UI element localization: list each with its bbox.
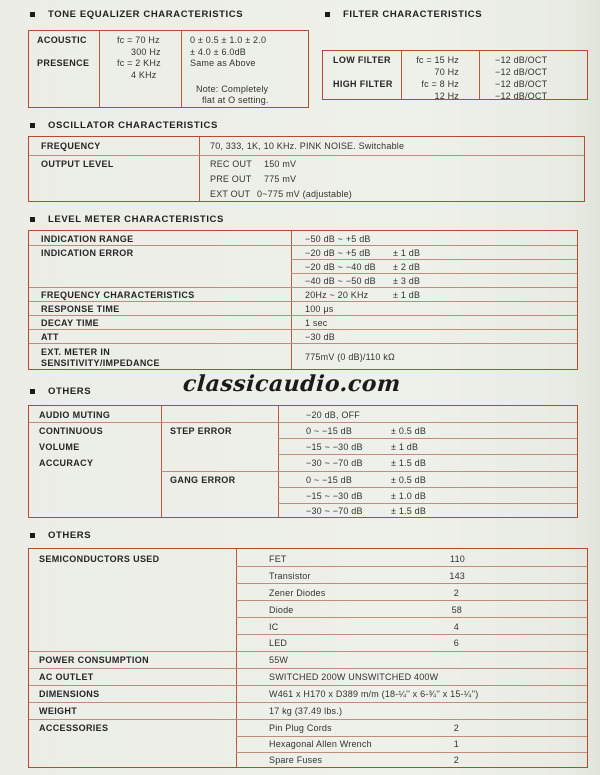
spec-label: WEIGHT	[39, 706, 78, 716]
level-meter-table	[28, 230, 578, 370]
row-divider	[278, 454, 577, 455]
spec-count: 2	[453, 588, 459, 598]
spec-value: −30 ~ −70 dB	[306, 458, 363, 468]
spec-value: 0 ~ −15 dB	[306, 475, 353, 485]
spec-value: 12 Hz	[434, 91, 459, 101]
spec-value: −30 dB	[305, 332, 335, 342]
spec-value: 100 μs	[305, 304, 334, 314]
spec-value: Spare Fuses	[269, 755, 323, 765]
spec-value: Transistor	[269, 571, 311, 581]
oscillator-table	[28, 136, 585, 202]
row-divider	[29, 651, 587, 652]
spec-value: ± 3 dB	[393, 276, 421, 286]
square-bullet-icon	[30, 533, 35, 538]
row-divider	[236, 617, 587, 618]
spec-label: STEP ERROR	[170, 426, 232, 436]
row-divider	[29, 668, 587, 669]
row-divider	[29, 719, 587, 720]
spec-count: 4	[453, 622, 459, 632]
spec-label: HIGH FILTER	[333, 79, 393, 89]
spec-value: Hexagonal Allen Wrench	[269, 739, 372, 749]
spec-label: FREQUENCY CHARACTERISTICS	[41, 290, 195, 300]
row-divider	[278, 503, 577, 504]
row-divider	[29, 155, 584, 156]
spec-value: −12 dB/OCT	[495, 67, 548, 77]
spec-value: ± 4.0 ± 6.0dB	[190, 46, 247, 57]
spec-value: ± 1.5 dB	[391, 458, 427, 468]
spec-value: REC OUT	[210, 159, 252, 169]
column-divider	[479, 51, 480, 99]
spec-value: fc = 15 Hz	[416, 55, 459, 65]
row-divider	[236, 583, 587, 584]
column-divider	[236, 549, 237, 767]
spec-label: DIMENSIONS	[39, 689, 100, 699]
spec-label: SENSITIVITY/IMPEDANCE	[41, 358, 160, 368]
spec-label: INDICATION RANGE	[41, 234, 134, 244]
row-divider	[29, 685, 587, 686]
spec-label: ACOUSTIC	[37, 35, 87, 45]
row-divider	[161, 471, 577, 472]
spec-value: ± 1 dB	[393, 290, 421, 300]
spec-value: ± 1 dB	[393, 248, 421, 258]
section-header-others-1	[30, 386, 91, 397]
column-divider	[291, 231, 292, 369]
spec-value: LED	[269, 638, 288, 648]
row-divider	[278, 487, 577, 488]
row-divider	[291, 259, 577, 260]
tone-eq-table	[28, 30, 309, 108]
spec-value: 775mV (0 dB)/110 kΩ	[305, 352, 395, 362]
spec-label: EXT. METER IN	[41, 347, 111, 357]
spec-label: LOW FILTER	[333, 55, 391, 65]
spec-value: −12 dB/OCT	[495, 91, 548, 101]
spec-value: 0 ± 0.5 ± 1.0 ± 2.0	[190, 35, 267, 45]
spec-value: 150 mV	[264, 159, 297, 169]
spec-value: −40 dB ~ −50 dB	[305, 276, 376, 286]
spec-label: VOLUME	[39, 442, 80, 452]
row-divider	[278, 438, 577, 439]
spec-count: 143	[449, 571, 465, 581]
spec-value: 55W	[269, 655, 289, 665]
spec-value: Same as Above	[190, 58, 256, 68]
spec-value: FET	[269, 554, 287, 564]
column-divider	[199, 137, 200, 201]
spec-label: OUTPUT LEVEL	[41, 159, 114, 169]
spec-label: AUDIO MUTING	[39, 410, 111, 420]
section-header-tone-eq	[30, 9, 243, 20]
spec-value: 4 KHz	[131, 69, 157, 80]
row-divider	[29, 245, 577, 246]
square-bullet-icon	[30, 389, 35, 394]
spec-label: DECAY TIME	[41, 318, 100, 328]
spec-value: ± 0.5 dB	[391, 475, 427, 485]
row-divider	[29, 315, 577, 316]
row-divider	[29, 287, 577, 288]
spec-value: 17 kg (37.49 lbs.)	[269, 706, 343, 716]
spec-label: CONTINUOUS	[39, 426, 103, 436]
spec-value: −20 dB, OFF	[306, 410, 360, 420]
row-divider	[291, 273, 577, 274]
spec-value: EXT OUT	[210, 189, 251, 199]
spec-value: −30 ~ −70 dB	[306, 506, 363, 516]
row-divider	[236, 600, 587, 601]
square-bullet-icon	[30, 217, 35, 222]
spec-label: ACCESSORIES	[39, 723, 109, 733]
others-volume-table	[28, 405, 578, 518]
spec-value: ± 1 dB	[391, 442, 419, 452]
square-bullet-icon	[30, 12, 35, 17]
row-divider	[29, 422, 577, 423]
spec-value: −50 dB ~ +5 dB	[305, 234, 371, 244]
spec-value: fc = 8 Hz	[421, 79, 459, 89]
row-divider	[236, 634, 587, 635]
spec-note: flat at O setting.	[202, 95, 269, 105]
spec-label: SEMICONDUCTORS USED	[39, 554, 160, 564]
spec-value: 300 Hz	[131, 46, 161, 57]
spec-label: ATT	[41, 332, 59, 342]
spec-value: 0~775 mV (adjustable)	[257, 189, 353, 199]
spec-value: SWITCHED 200W UNSWITCHED 400W	[269, 672, 439, 682]
section-title-level-meter: LEVEL METER CHARACTERISTICS	[48, 214, 224, 225]
spec-count: 2	[453, 755, 459, 765]
spec-value: −12 dB/OCT	[495, 79, 548, 89]
section-header-oscillator	[30, 120, 218, 131]
filter-table	[322, 50, 588, 100]
spec-value: −20 dB ~ +5 dB	[305, 248, 371, 258]
section-title-oscillator: OSCILLATOR CHARACTERISTICS	[48, 120, 218, 131]
square-bullet-icon	[325, 12, 330, 17]
spec-label: GANG ERROR	[170, 475, 236, 485]
row-divider	[29, 329, 577, 330]
section-title-filter: FILTER CHARACTERISTICS	[343, 9, 483, 20]
spec-value: −15 ~ −30 dB	[306, 491, 363, 501]
section-header-filter	[325, 9, 482, 20]
row-divider	[29, 343, 577, 344]
spec-value: PRE OUT	[210, 174, 252, 184]
spec-count: 58	[451, 605, 462, 615]
spec-value: 775 mV	[264, 174, 297, 184]
spec-label: RESPONSE TIME	[41, 304, 120, 314]
row-divider	[29, 301, 577, 302]
spec-value: 70 Hz	[434, 67, 459, 77]
row-divider	[29, 702, 587, 703]
square-bullet-icon	[30, 123, 35, 128]
spec-label: FREQUENCY	[41, 141, 101, 151]
column-divider	[181, 31, 182, 107]
spec-label: AC OUTLET	[39, 672, 94, 682]
spec-value: Zener Diodes	[269, 588, 326, 598]
row-divider	[236, 752, 587, 753]
spec-value: 70, 333, 1K, 10 KHz. PINK NOISE. Switchable	[210, 141, 405, 151]
spec-value: IC	[269, 622, 279, 632]
others-general-table	[28, 548, 588, 768]
spec-count: 110	[450, 554, 465, 564]
spec-value: −15 ~ −30 dB	[306, 442, 363, 452]
spec-label: POWER CONSUMPTION	[39, 655, 149, 665]
spec-value: Diode	[269, 605, 294, 615]
spec-value: ± 1.5 dB	[391, 506, 427, 516]
section-title-others-2: OTHERS	[48, 530, 92, 541]
spec-value: 1 sec	[305, 318, 328, 328]
spec-value: Pin Plug Cords	[269, 723, 332, 733]
spec-value: −20 dB ~ −40 dB	[305, 262, 376, 272]
watermark-text: classicaudio.com	[182, 371, 402, 397]
spec-value: −12 dB/OCT	[495, 55, 548, 65]
section-title-tone-eq: TONE EQUALIZER CHARACTERISTICS	[48, 9, 244, 20]
spec-value: ± 2 dB	[393, 262, 421, 272]
spec-label: INDICATION ERROR	[41, 248, 134, 258]
section-header-others-2	[30, 530, 91, 541]
spec-value: 20Hz ~ 20 KHz	[305, 290, 369, 300]
spec-value: 0 ~ −15 dB	[306, 426, 353, 436]
section-title-others-1: OTHERS	[48, 386, 92, 397]
spec-note: Note: Completely	[196, 84, 269, 94]
row-divider	[236, 566, 587, 567]
row-divider	[236, 736, 587, 737]
column-divider	[99, 31, 100, 107]
spec-label: ACCURACY	[39, 458, 94, 468]
spec-value: ± 1.0 dB	[391, 491, 427, 501]
spec-count: 6	[453, 638, 459, 648]
spec-value: fc = 2 KHz	[117, 58, 161, 68]
spec-count: 2	[453, 723, 459, 733]
section-header-level-meter	[30, 214, 224, 225]
spec-count: 1	[453, 739, 459, 749]
spec-value: ± 0.5 dB	[391, 426, 427, 436]
spec-value: fc = 70 Hz	[117, 35, 160, 45]
spec-label: PRESENCE	[37, 58, 90, 68]
spec-value: W461 x H170 x D389 m/m (18-¼'' x 6-¾'' x 15-¼'')	[269, 689, 479, 699]
